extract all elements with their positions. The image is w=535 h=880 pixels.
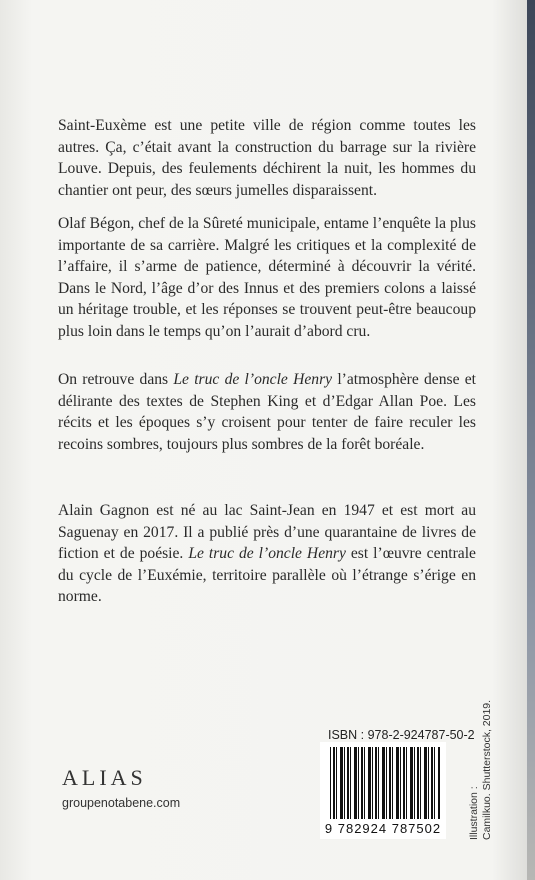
blurb-paragraph-1: Saint-Euxème est une petite ville de région comme toutes les autres. Ça, c’était avant la construction du barrage sur la rivière Louve. Depuis, des feulements déchirent la nuit, les hommes du chantier ont peur, des sœurs jumelles disparaissent. — [58, 117, 476, 199]
blurb-paragraph-3-end: l’atmosphère dense et délirante des textes de Stephen King et d’Edgar Allan Poe. Les récits et les époques s’y croisent pour tenter de faire reculer les recoins sombres, toujours plus sombres de la forêt boréale. — [58, 371, 476, 453]
illustration-credit — [468, 700, 494, 840]
publisher-website: groupenotabene.com — [62, 796, 181, 810]
book-title-mention: Le truc de l’oncle Henry — [173, 371, 333, 388]
credit-line-1: Illustration : — [468, 786, 480, 840]
author-bio-end: est l’œuvre centrale du cycle de l’Euxémie, territoire parallèle où l’étrange s’érige en norme. — [58, 545, 476, 606]
book-title-mention: Le truc de l’oncle Henry — [188, 545, 346, 563]
author-bio — [58, 500, 476, 608]
barcode-number: 9 782924 787502 — [324, 821, 442, 836]
author-bio-start: Alain Gagnon est né au lac Saint-Jean en 1947 et est mort au Saguenay en 2017. Il a publié près d’une quarantaine de livres de fiction et de poésie. — [58, 502, 476, 563]
blurb-paragraph-3 — [58, 369, 476, 455]
barcode — [320, 742, 446, 839]
cover-edge-strip — [527, 0, 535, 880]
credit-line-2: Camilkuo. Shutterstock, 2019. — [481, 699, 493, 840]
blurb-paragraph-2: Olaf Bégon, chef de la Sûreté municipale, entame l’enquête la plus importante de sa carrière. Malgré les critiques et la complexité de l’affaire, il s’arme de patience, déterminé à découvrir la vérité. Dans le Nord, l’âge d’or des Innus et des premiers colons a laissé un héritage trouble, et les réponses se trouvent peut-être beaucoup plus loin dans le temps qu’on l’aurait d’abord cru. — [58, 215, 476, 340]
isbn-label: ISBN : 978-2-924787-50-2 — [328, 728, 475, 742]
barcode-bars — [330, 747, 440, 819]
blurb-paragraph-3-start: On retrouve dans — [58, 371, 174, 388]
publisher-logo: ALIAS — [62, 765, 147, 790]
